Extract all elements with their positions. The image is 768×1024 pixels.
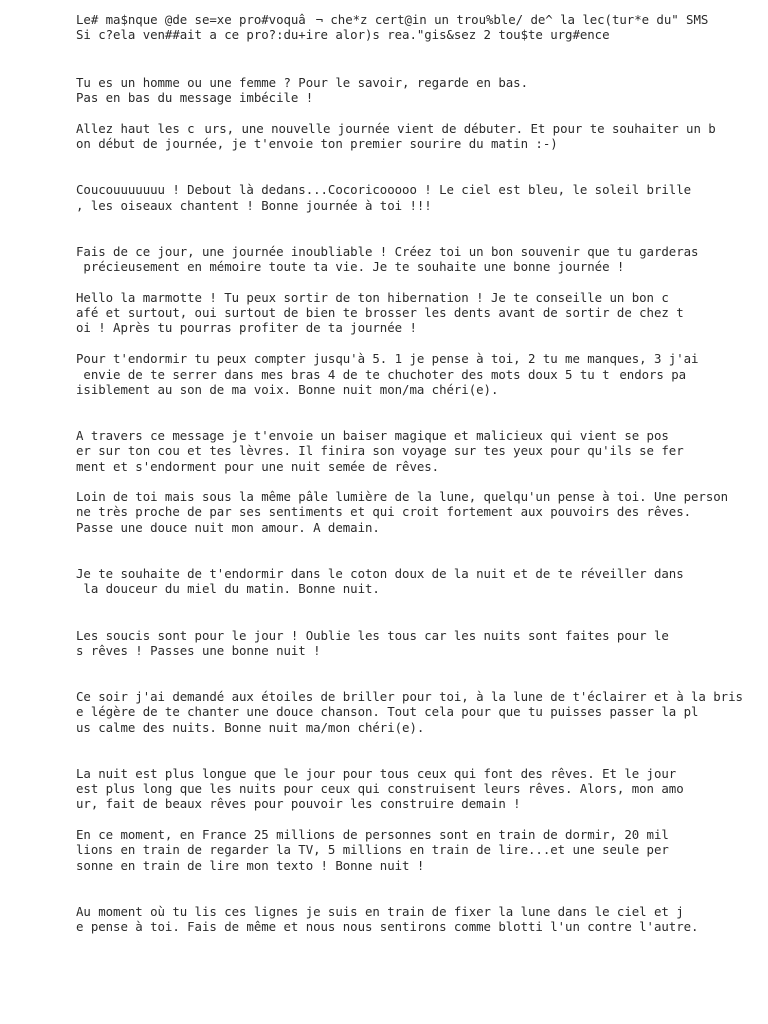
text-line: ment et s'endorment pour une nuit semée de rêves. (76, 459, 440, 474)
text-line: Allez haut les curs, une nouvelle journée vient de débuter. Et pour te souhaiter un b (76, 121, 716, 136)
text-line: est plus long que les nuits pour ceux qui construisent leurs rêves. Alors, mon amo (76, 781, 684, 796)
text-line: isiblement au son de ma voix. Bonne nuit mon/ma chéri(e). (76, 382, 499, 397)
text-line: Si c?ela ven##ait a ce pro?:du+ire alor)s rea."gis&sez 2 tou$te urg#ence (76, 27, 610, 42)
text-line: La nuit est plus longue que le jour pour tous ceux qui font des rêves. Et le jour (76, 766, 677, 781)
text-line: Les soucis sont pour le jour ! Oublie les tous car les nuits sont faites pour le (76, 628, 669, 643)
text-line: Le# ma$nque @de se=xe pro#voquâ¬ che*z cert@in un trou%ble/ de^ la lec(tur*e du" SMS (76, 12, 709, 27)
text-line: ur, fait de beaux rêves pour pouvoir les construire demain ! (76, 796, 521, 811)
text-line: envie de te serrer dans mes bras 4 de te chuchoter des mots doux 5 tu tendors pa (76, 367, 687, 382)
text-line: Au moment où tu lis ces lignes je suis en train de fixer la lune dans le ciel et j (76, 904, 684, 919)
text-line: s rêves ! Passes une bonne nuit ! (76, 643, 321, 658)
text-line: sonne en train de lire mon texto ! Bonne nuit ! (76, 858, 425, 873)
text-line: us calme des nuits. Bonne nuit ma/mon chéri(e). (76, 720, 425, 735)
text-line: Ce soir j'ai demandé aux étoiles de briller pour toi, à la lune de t'éclairer et à la bris (76, 689, 743, 704)
text-line: afé et surtout, oui surtout de bien te brosser les dents avant de sortir de chez t (76, 305, 684, 320)
text-line: A travers ce message je t'envoie un baiser magique et malicieux qui vient se pos (76, 428, 669, 443)
text-line: Loin de toi mais sous la même pâle lumière de la lune, quelqu'un pense à toi. Une person (76, 489, 729, 504)
text-line: , les oiseaux chantent ! Bonne journée à toi !!! (76, 198, 432, 213)
text-line: Coucouuuuuuu ! Debout là dedans...Cocoricooooo ! Le ciel est bleu, le soleil brille (76, 182, 692, 197)
text-line: Fais de ce jour, une journée inoubliable ! Créez toi un bon souvenir que tu garderas (76, 244, 699, 259)
text-line: e légère de te chanter une douce chanson. Tout cela pour que tu puisses passer la pl (76, 704, 699, 719)
text-line: la douceur du miel du matin. Bonne nuit. (76, 581, 380, 596)
text-line: précieusement en mémoire toute ta vie. Je te souhaite une bonne journée ! (76, 259, 625, 274)
text-line: En ce moment, en France 25 millions de personnes sont en train de dormir, 20 mil (76, 827, 669, 842)
text-line: oi ! Après tu pourras profiter de ta journée ! (76, 320, 417, 335)
text-line: Hello la marmotte ! Tu peux sortir de ton hibernation ! Je te conseille un bon c (76, 290, 669, 305)
text-line: on début de journée, je t'envoie ton premier sourire du matin :-) (76, 136, 558, 151)
text-line: er sur ton cou et tes lèvres. Il finira son voyage sur tes yeux pour qu'ils se fer (76, 443, 684, 458)
text-line: Pas en bas du message imbécile ! (76, 90, 314, 105)
text-line: e pense à toi. Fais de même et nous nous sentirons comme blotti l'un contre l'autre. (76, 919, 699, 934)
text-line: Je te souhaite de t'endormir dans le coton doux de la nuit et de te réveiller dans (76, 566, 684, 581)
text-line: lions en train de regarder la TV, 5 millions en train de lire...et une seule per (76, 842, 669, 857)
text-line: ne très proche de par ses sentiments et qui croit fortement aux pouvoirs des rêves. (76, 504, 692, 519)
text-line: Passe une douce nuit mon amour. A demain. (76, 520, 380, 535)
text-line: Tu es un homme ou une femme ? Pour le savoir, regarde en bas. (76, 75, 528, 90)
text-line: Pour t'endormir tu peux compter jusqu'à 5. 1 je pense à toi, 2 tu me manques, 3 j'ai (76, 351, 699, 366)
